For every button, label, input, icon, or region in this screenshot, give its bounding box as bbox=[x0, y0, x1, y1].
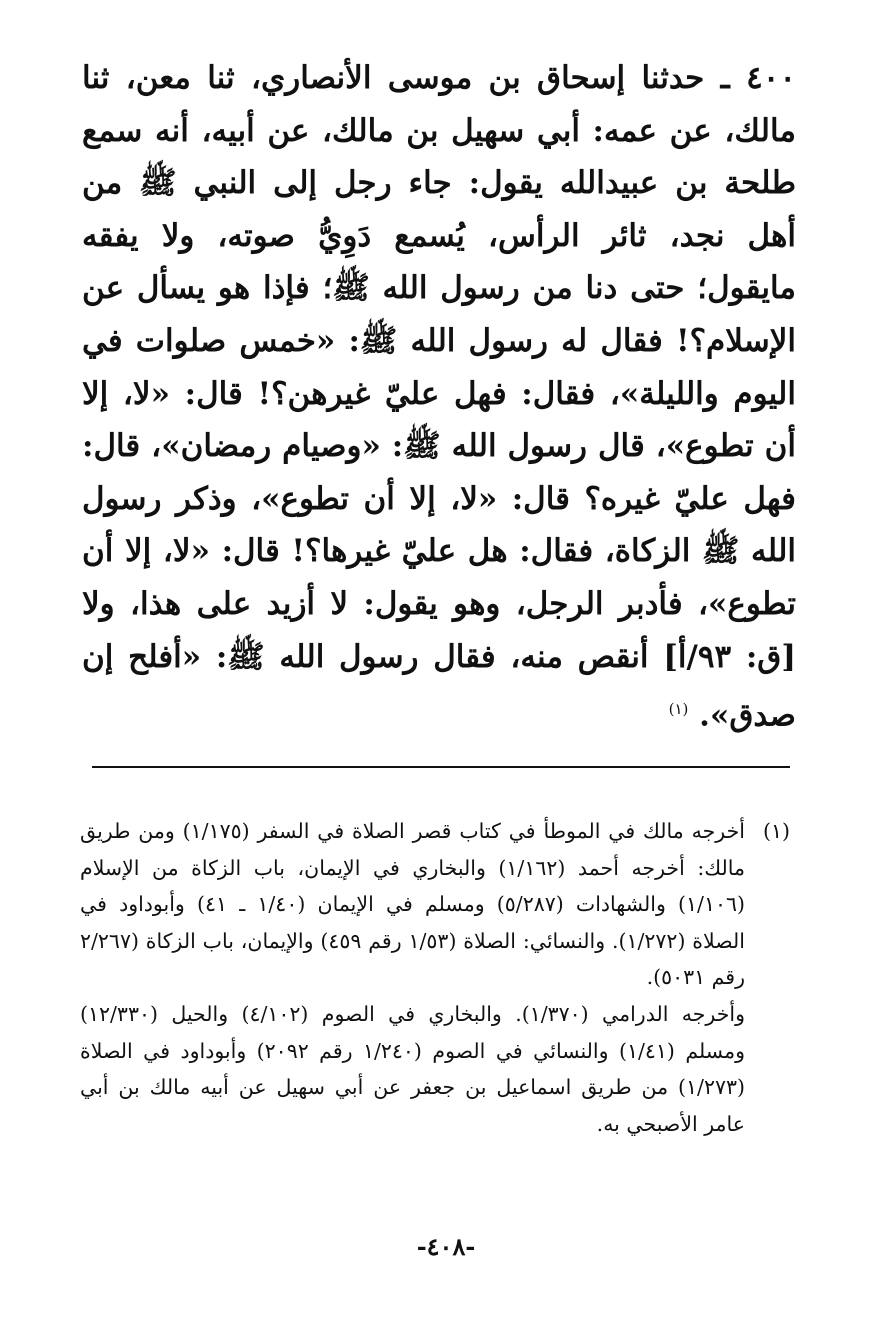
hadith-text-block bbox=[82, 52, 796, 742]
footnote-marker: (١) bbox=[762, 819, 790, 843]
hadith-number: ٤٠٠ ـ bbox=[720, 60, 797, 96]
footnote-divider bbox=[92, 766, 790, 768]
hadith-body: حدثنا إسحاق بن موسى الأنصاري، ثنا معن، ثنا مالك، عن عمه: أبي سهيل بن مالك، عن أبيه، أنه سمع طلحة بن عبيدالله يقول: جاء رجل إلى النبي ﷺ من أهل نجد، ثائر الرأس، يُسمع دَوِيُّ صوته، ولا يفقه مايقول؛ حتى دنا من رسول الله ﷺ؛ فإذا هو يسأل عن الإسلام؟! فقال له رسول الله ﷺ: «خمس صلوات في اليوم والليلة»، فقال: فهل عليّ غيرهن؟! قال: «لا، إلا أن تطوع»، قال رسول الله ﷺ: «وصيام رمضان»، قال: فهل عليّ غيره؟ قال: «لا، إلا أن تطوع»، وذكر رسول الله ﷺ الزكاة، فقال: هل عليّ غيرها؟! قال: «لا، إلا أن تطوع»، فأدبر الرجل، وهو يقول: لا أزيد على هذا، ولا [ق: ٩٣/أ] أنقص منه، فقال رسول الله ﷺ: «أفلح إن صدق». bbox=[82, 60, 796, 734]
footnote-reference: (١) bbox=[668, 700, 689, 719]
footnotes-block bbox=[80, 813, 790, 1142]
hadith-paragraph bbox=[82, 52, 796, 742]
footnote-paragraph-2: وأخرجه الدرامي (١/٣٧٠). والبخاري في الصوم (٤/١٠٢) والحيل (١٢/٣٣٠) ومسلم (١/٤١) والنسائي في الصوم (١/٢٤٠ رقم ٢٠٩٢) وأبوداود في الصلاة (١/٢٧٣) من طريق اسماعيل بن جعفر عن أبي سهيل عن أبيه مالك بن أبي عامر الأصبحي به. bbox=[80, 1001, 745, 1136]
footnote-1 bbox=[80, 813, 790, 1142]
page-number: -٤٠٨- bbox=[416, 1232, 476, 1261]
footnote-paragraph-1: أخرجه مالك في الموطأ في كتاب قصر الصلاة في السفر (١/١٧٥) ومن طريق مالك: أخرجه أحمد (١/١٦٢) والبخاري في الإيمان، باب الزكاة من الإسلام (١/١٠٦) والشهادات (٥/٢٨٧) ومسلم في الإيمان (١/٤٠ ـ ٤١) وأبوداود في الصلاة (١/٢٧٢). والنسائي: الصلاة (١/٥٣ رقم ٤٥٩) والإيمان، باب الزكاة (٢/٢٦٧ رقم ٥٠٣١). bbox=[80, 819, 745, 990]
